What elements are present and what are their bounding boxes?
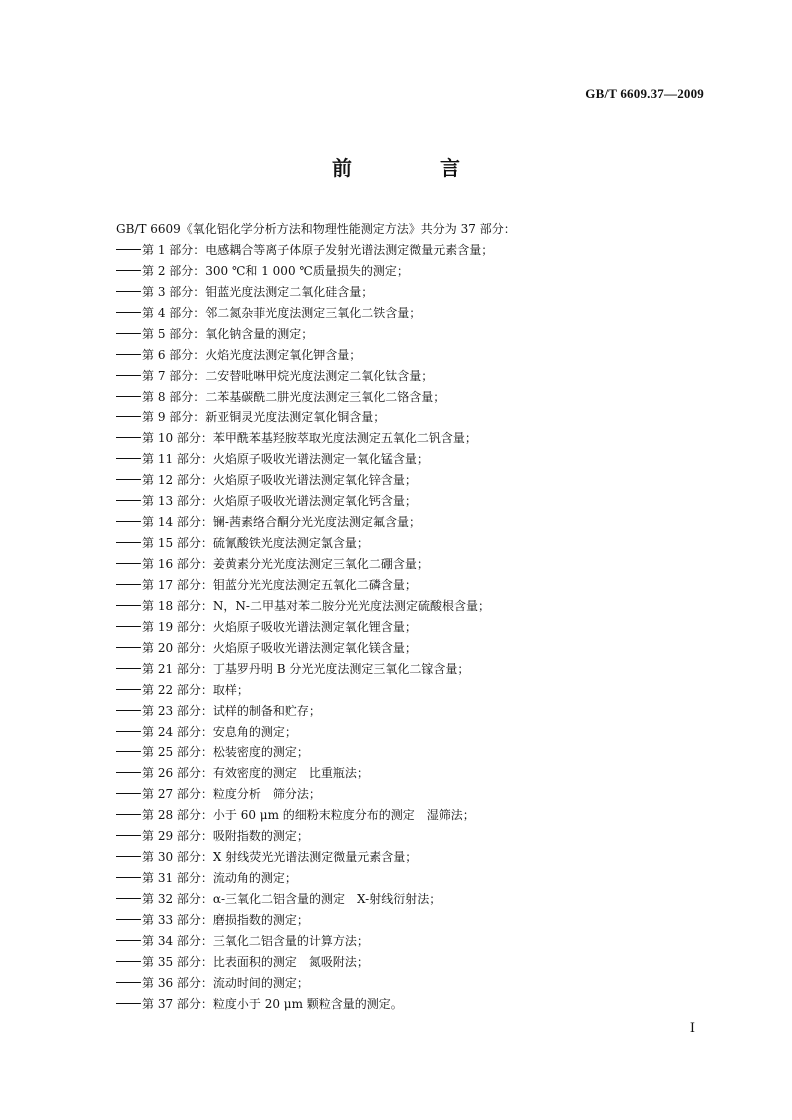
list-item xyxy=(116,554,716,575)
em-dash-marker xyxy=(116,835,141,836)
list-item xyxy=(116,826,716,847)
list-item xyxy=(116,722,716,743)
list-item-text: 第 7 部分：二安替吡啉甲烷光度法测定二氧化钛含量； xyxy=(142,368,434,383)
list-item-text: 第 15 部分：硫氰酸铁光度法测定氯含量； xyxy=(142,536,369,551)
list-item xyxy=(116,617,716,638)
standard-code: GB/T 6609.37—2009 xyxy=(585,86,704,101)
list-item-text: 第 12 部分：火焰原子吸收光谱法测定氧化锌含量； xyxy=(142,473,417,488)
em-dash-marker xyxy=(116,982,141,983)
list-item xyxy=(116,805,716,826)
list-item xyxy=(116,910,716,931)
list-item xyxy=(116,659,716,680)
list-item xyxy=(116,449,716,470)
em-dash-marker xyxy=(116,626,141,627)
em-dash-marker xyxy=(116,689,141,690)
list-item-text: 第 1 部分：电感耦合等离子体原子发射光谱法测定微量元素含量； xyxy=(142,242,494,257)
list-item-text: 第 22 部分：取样； xyxy=(142,682,249,697)
list-item-text: 第 14 部分：镧-茜素络合酮分光光度法测定氟含量； xyxy=(142,515,421,530)
list-item xyxy=(116,931,716,952)
em-dash-marker xyxy=(116,396,141,397)
list-item-text: 第 21 部分：丁基罗丹明 B 分光光度法测定三氧化二镓含量； xyxy=(142,661,470,676)
list-item-text: 第 19 部分：火焰原子吸收光谱法测定氧化锂含量； xyxy=(142,619,417,634)
list-item xyxy=(116,994,716,1015)
list-item xyxy=(116,596,716,617)
list-item-text: 第 2 部分：300 ℃和 1 000 ℃质量损失的测定； xyxy=(142,263,409,278)
parts-list xyxy=(116,240,716,1015)
list-item-text: 第 32 部分：α-三氧化二铝含量的测定 X-射线衍射法； xyxy=(142,892,442,906)
list-item-text: 第 8 部分：二苯基碳酰二肼光度法测定三氧化二铬含量； xyxy=(142,389,446,404)
em-dash-marker xyxy=(116,354,141,355)
list-item-text: 第 37 部分：粒度小于 20 μm 颗粒含量的测定。 xyxy=(142,996,403,1011)
list-item-text: 第 23 部分：试样的制备和贮存； xyxy=(142,703,321,718)
list-item xyxy=(116,784,716,805)
list-item-text: 第 13 部分：火焰原子吸收光谱法测定氧化钙含量； xyxy=(142,494,417,509)
list-item xyxy=(116,387,716,408)
list-item xyxy=(116,324,716,345)
page-title: 前 言 xyxy=(332,156,494,180)
list-item-text: 第 30 部分：X 射线荧光光谱法测定微量元素含量； xyxy=(142,850,418,865)
em-dash-marker xyxy=(116,542,141,543)
list-item-text: 第 5 部分：氧化钠含量的测定； xyxy=(142,326,314,341)
foreword-body xyxy=(116,219,716,1015)
list-item-text: 第 17 部分：钼蓝分光光度法测定五氧化二磷含量； xyxy=(142,577,417,592)
list-item xyxy=(116,240,716,261)
em-dash-marker xyxy=(116,563,141,564)
list-item-text: 第 28 部分：小于 60 μm 的细粉末粒度分布的测定 湿筛法； xyxy=(142,808,475,823)
list-item-text: 第 29 部分：吸附指数的测定； xyxy=(142,829,309,844)
intro-paragraph: GB/T 6609《氧化铝化学分析方法和物理性能测定方法》共分为 37 部分： xyxy=(116,222,516,236)
list-item xyxy=(116,847,716,868)
list-item xyxy=(116,575,716,596)
list-item-text: 第 18 部分：N，N-二甲基对苯二胺分光光度法测定硫酸根含量； xyxy=(142,598,490,613)
list-item xyxy=(116,868,716,889)
em-dash-marker xyxy=(116,710,141,711)
em-dash-marker xyxy=(116,856,141,857)
list-item xyxy=(116,973,716,994)
list-item-text: 第 3 部分：钼蓝光度法测定二氧化硅含量； xyxy=(142,284,374,299)
em-dash-marker xyxy=(116,647,141,648)
list-item xyxy=(116,763,716,784)
em-dash-marker xyxy=(116,437,141,438)
list-item-text: 第 4 部分：邻二氮杂菲光度法测定三氧化二铁含量； xyxy=(142,305,422,320)
em-dash-marker xyxy=(116,940,141,941)
em-dash-marker xyxy=(116,479,141,480)
em-dash-marker xyxy=(116,877,141,878)
list-item xyxy=(116,533,716,554)
em-dash-marker xyxy=(116,668,141,669)
list-item xyxy=(116,303,716,324)
list-item xyxy=(116,345,716,366)
list-item xyxy=(116,282,716,303)
em-dash-marker xyxy=(116,270,141,271)
list-item xyxy=(116,407,716,428)
list-item-text: 第 10 部分：苯甲酰苯基羟胺萃取光度法测定五氧化二钒含量； xyxy=(142,431,477,446)
list-item-text: 第 24 部分：安息角的测定； xyxy=(142,724,297,739)
page-number: Ⅰ xyxy=(689,1020,695,1035)
list-item-text: 第 35 部分：比表面积的测定 氮吸附法； xyxy=(142,954,369,969)
list-item-text: 第 6 部分：火焰光度法测定氧化钾含量； xyxy=(142,347,362,362)
list-item-text: 第 9 部分：新亚铜灵光度法测定氧化铜含量； xyxy=(142,410,386,425)
list-item xyxy=(116,366,716,387)
list-item-text: 第 34 部分：三氧化二铝含量的计算方法； xyxy=(142,933,369,948)
em-dash-marker xyxy=(116,793,141,794)
list-item xyxy=(116,428,716,449)
em-dash-marker xyxy=(116,731,141,732)
list-item-text: 第 25 部分：松装密度的测定； xyxy=(142,745,309,760)
list-item xyxy=(116,470,716,491)
list-item xyxy=(116,701,716,722)
em-dash-marker xyxy=(116,312,141,313)
list-item-text: 第 36 部分：流动时间的测定； xyxy=(142,975,309,990)
em-dash-marker xyxy=(116,291,141,292)
em-dash-marker xyxy=(116,1003,141,1004)
list-item-text: 第 31 部分：流动角的测定； xyxy=(142,871,297,886)
em-dash-marker xyxy=(116,961,141,962)
em-dash-marker xyxy=(116,898,141,899)
em-dash-marker xyxy=(116,333,141,334)
list-item xyxy=(116,261,716,282)
em-dash-marker xyxy=(116,751,141,752)
em-dash-marker xyxy=(116,458,141,459)
list-item-text: 第 33 部分：磨损指数的测定； xyxy=(142,912,309,927)
em-dash-marker xyxy=(116,416,141,417)
em-dash-marker xyxy=(116,919,141,920)
list-item xyxy=(116,952,716,973)
list-item xyxy=(116,742,716,763)
em-dash-marker xyxy=(116,500,141,501)
em-dash-marker xyxy=(116,814,141,815)
em-dash-marker xyxy=(116,605,141,606)
em-dash-marker xyxy=(116,584,141,585)
em-dash-marker xyxy=(116,375,141,376)
list-item xyxy=(116,889,716,910)
em-dash-marker xyxy=(116,521,141,522)
list-item-text: 第 20 部分：火焰原子吸收光谱法测定氧化镁含量； xyxy=(142,640,417,655)
list-item xyxy=(116,512,716,533)
list-item xyxy=(116,638,716,659)
list-item-text: 第 27 部分：粒度分析 筛分法； xyxy=(142,787,321,802)
list-item xyxy=(116,491,716,512)
em-dash-marker xyxy=(116,249,141,250)
list-item-text: 第 26 部分：有效密度的测定 比重瓶法； xyxy=(142,766,369,781)
list-item-text: 第 16 部分：姜黄素分光光度法测定三氧化二硼含量； xyxy=(142,557,429,571)
em-dash-marker xyxy=(116,772,141,773)
list-item-text: 第 11 部分：火焰原子吸收光谱法测定一氧化锰含量； xyxy=(142,452,429,467)
list-item xyxy=(116,680,716,701)
